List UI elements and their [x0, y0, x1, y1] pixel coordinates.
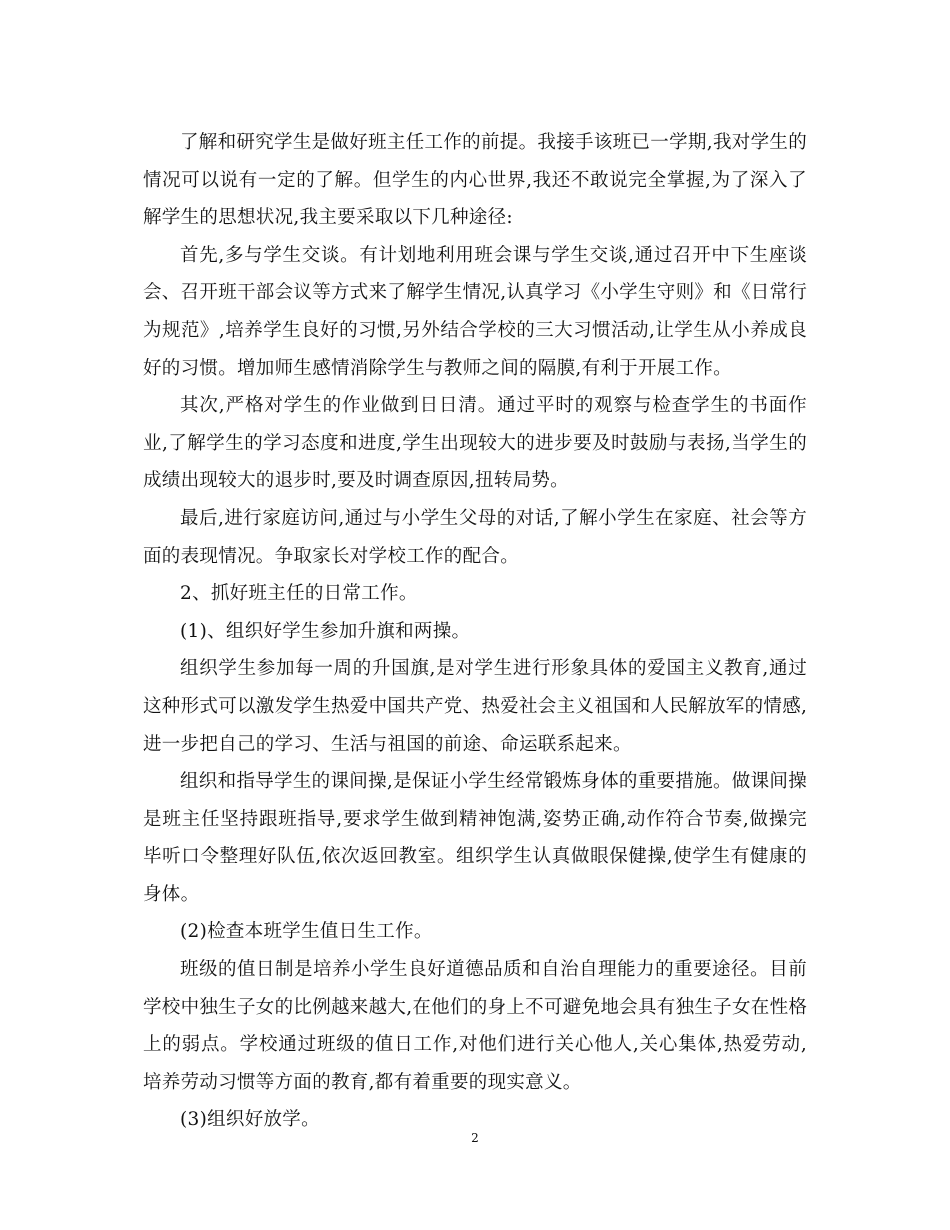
text-line: 会、召开班干部会议等方式来了解学生情况,认真学习《小学生守则》和《日常行 — [143, 282, 808, 304]
text-line: 培养劳动习惯等方面的教育,都有着重要的现实意义。 — [143, 1071, 582, 1093]
text-line: 学校中独生子女的比例越来越大,在他们的身上不可避免地会具有独生子女在性格 — [143, 996, 808, 1018]
text-line: 班级的值日制是培养小学生良好道德品质和自治自理能力的重要途径。目前 — [180, 959, 807, 981]
text-line: (2)检查本班学生值日生工作。 — [180, 921, 433, 943]
text-line: 进一步把自己的学习、生活与祖国的前途、命运联系起来。 — [143, 733, 632, 755]
text-line: 首先,多与学生交谈。有计划地利用班会课与学生交谈,通过召开中下生座谈 — [180, 244, 807, 266]
text-line: 解学生的思想状况,我主要采取以下几种途径: — [143, 207, 513, 229]
text-line: 2、抓好班主任的日常工作。 — [180, 583, 418, 605]
text-line: 最后,进行家庭访问,通过与小学生父母的对话,了解小学生在家庭、社会等方 — [180, 507, 807, 529]
text-line: 其次,严格对学生的作业做到日日清。通过平时的观察与检查学生的书面作 — [180, 395, 807, 417]
text-line: 毕听口令整理好队伍,依次返回教室。组织学生认真做眼保健操,使学生有健康的 — [143, 846, 807, 868]
text-line: 是班主任坚持跟班指导,要求学生做到精神饱满,姿势正确,动作符合节奏,做操完 — [143, 808, 807, 830]
text-line: (1)、组织好学生参加升旗和两操。 — [180, 620, 471, 642]
text-line: 组织学生参加每一周的升国旗,是对学生进行形象具体的爱国主义教育,通过 — [180, 658, 807, 680]
text-line: 身体。 — [143, 883, 200, 905]
text-line: 了解和研究学生是做好班主任工作的前提。我接手该班已一学期,我对学生的 — [180, 132, 807, 153]
text-line: 情况可以说有一定的了解。但学生的内心世界,我还不敢说完全掌握,为了深入了 — [143, 169, 807, 191]
text-line: 好的习惯。增加师生感情消除学生与教师之间的隔膜,有利于开展工作。 — [143, 357, 732, 379]
page-number: 2 — [471, 1131, 479, 1145]
text-line: 为规范》,培养学生良好的习惯,另外结合学校的三大习惯活动,让学生从小养成良 — [143, 319, 807, 341]
document-body — [143, 124, 807, 1139]
text-line: 成绩出现较大的退步时,要及时调查原因,扭转局势。 — [143, 470, 569, 492]
text-line: 面的表现情况。争取家长对学校工作的配合。 — [143, 545, 520, 567]
text-line: (3)组织好放学。 — [180, 1109, 320, 1131]
text-line: 业,了解学生的学习态度和进度,学生出现较大的进步要及时鼓励与表扬,当学生的 — [143, 432, 807, 454]
text-line: 组织和指导学生的课间操,是保证小学生经常锻炼身体的重要措施。做课间操 — [180, 771, 807, 793]
text-line: 这种形式可以激发学生热爱中国共产党、热爱社会主义祖国和人民解放军的情感, — [143, 695, 808, 717]
text-line: 上的弱点。学校通过班级的值日工作,对他们进行关心他人,关心集体,热爱劳动, — [143, 1034, 807, 1056]
